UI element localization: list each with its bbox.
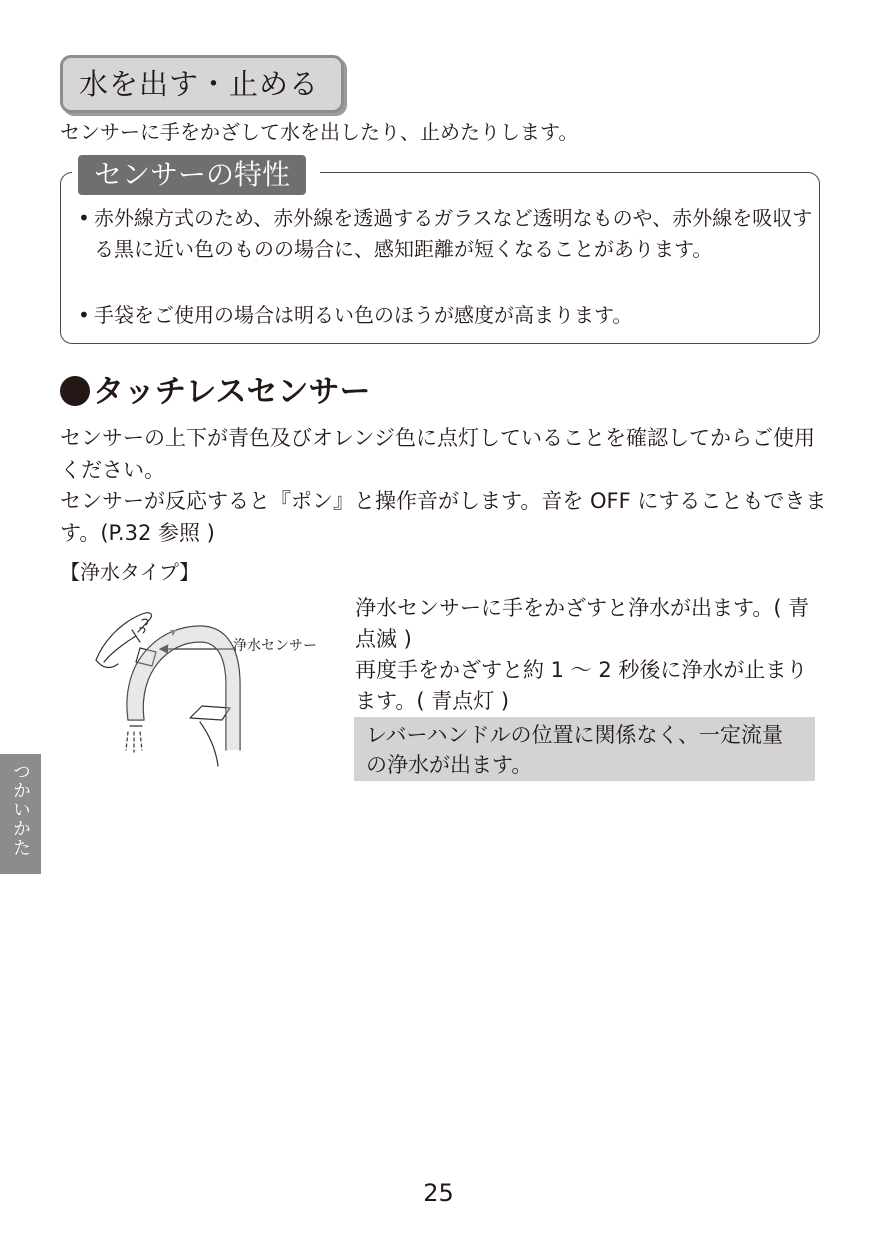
characteristics-bullet-2: [78, 300, 818, 331]
bullet-dot: •: [78, 303, 90, 327]
sensor-description-2: 再度手をかざすと約 1 ～ 2 秒後に浄水が止まります。( 青点灯 ): [355, 658, 808, 713]
figure-label: 浄水センサー: [233, 638, 317, 654]
note-box: レバーハンドルの位置に関係なく、一定流量の浄水が出ます。: [354, 717, 815, 781]
faucet-illustration: [90, 600, 340, 770]
bullet-dot: •: [78, 206, 90, 230]
side-tab-label: つかいかた: [10, 762, 31, 857]
characteristics-bullet-1: [78, 203, 818, 265]
bullet-text: 手袋をご使用の場合は明るい色のほうが感度が高まります。: [94, 303, 633, 327]
section-title: 水を出す・止める: [60, 55, 344, 113]
touchless-paragraph-2: センサーが反応すると『ポン』と操作音がします。音を OFF にすることもできます。(P.32 参照 ): [60, 489, 827, 545]
characteristics-label: センサーの特性: [78, 155, 306, 195]
bullet-text: 赤外線方式のため、赤外線を透過するガラスなど透明なものや、赤外線を吸収する黒に近い色のものの場合に、感知距離が短くなることがあります。: [94, 206, 813, 261]
side-tab: [0, 754, 41, 874]
touchless-paragraph-1: センサーの上下が青色及びオレンジ色に点灯していることを確認してからご使用ください。: [60, 426, 815, 482]
touchless-heading: [60, 370, 370, 414]
heading-bullet-icon: [60, 376, 90, 406]
page-number: 25: [423, 1179, 454, 1207]
touchless-heading-text: タッチレスセンサー: [93, 374, 371, 410]
sensor-description-1: 浄水センサーに手をかざすと浄水が出ます。( 青点滅 ): [355, 596, 810, 651]
intro-text: センサーに手をかざして水を出したり、止めたりします。: [60, 120, 579, 144]
type-label: 【浄水タイプ】: [60, 560, 200, 584]
